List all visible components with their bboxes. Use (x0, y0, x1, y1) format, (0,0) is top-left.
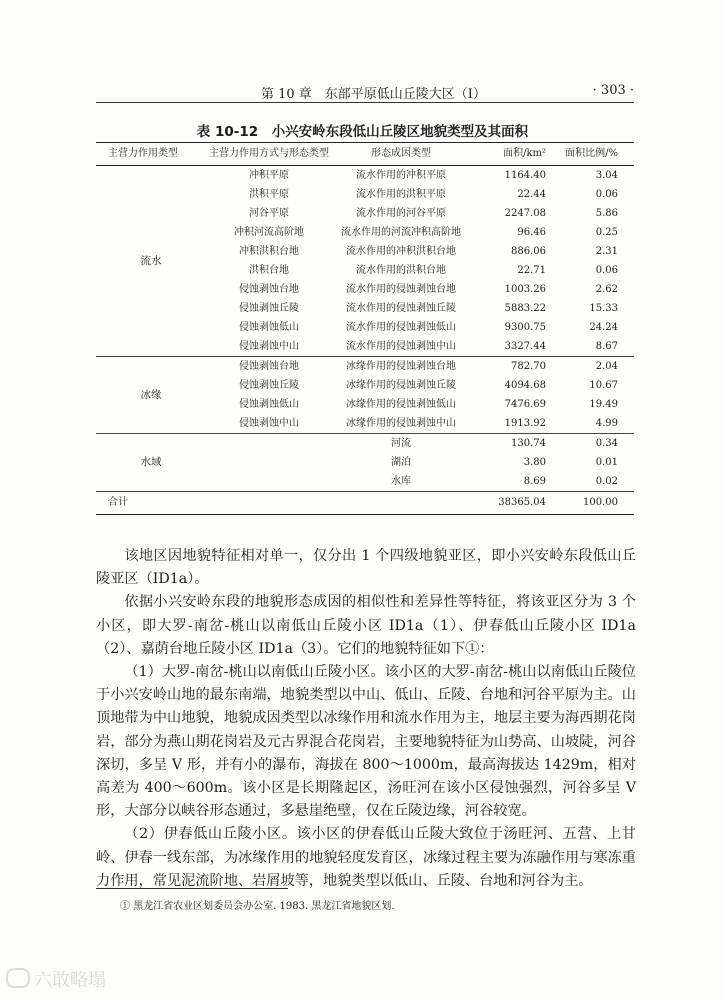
genetic-type: 流水作用的洪积台地 (356, 265, 446, 276)
area-value: 1003.26 (504, 284, 546, 295)
mode-type: 冲积平原 (249, 170, 289, 181)
mode-type: 侵蚀剥蚀中山 (239, 341, 299, 352)
area-value: 8.69 (523, 476, 546, 487)
percent-value: 10.67 (589, 380, 618, 391)
mode-type: 冲积洪积台地 (239, 246, 299, 257)
mode-type (206, 434, 332, 454)
area-value: 1913.92 (504, 418, 546, 429)
running-header (96, 82, 634, 103)
genetic-type: 流水作用的冲积洪积台地 (346, 246, 456, 257)
total-area: 38365.04 (470, 492, 554, 515)
watermark-logo-icon (6, 968, 30, 988)
group-name: 流水 (140, 254, 162, 267)
page-number: · 303 · (592, 83, 634, 98)
area-value: 1164.40 (504, 170, 546, 181)
percent-value: 4.99 (595, 418, 618, 429)
percent-value: 0.06 (595, 265, 618, 276)
chapter-title: 第 10 章 东部平原低山丘陵大区（Ⅰ） (261, 87, 486, 102)
table-total-row (96, 492, 634, 515)
percent-value: 0.02 (595, 476, 618, 487)
mode-type: 洪积平原 (249, 189, 289, 200)
mode-type: 侵蚀剥蚀丘陵 (239, 303, 299, 314)
percent-value: 0.01 (595, 457, 618, 468)
mode-type: 侵蚀剥蚀丘陵 (239, 380, 299, 391)
mode-type (206, 453, 332, 472)
genetic-type: 冰缘作用的侵蚀剥蚀低山 (346, 399, 456, 410)
percent-value: 3.04 (595, 170, 618, 181)
footnote-rule (96, 888, 288, 889)
area-value: 7476.69 (504, 399, 546, 410)
mode-type: 侵蚀剥蚀低山 (239, 322, 299, 333)
genetic-type: 湖泊 (391, 457, 411, 468)
genetic-type: 流水作用的侵蚀剥蚀台地 (346, 284, 456, 295)
percent-value: 0.25 (595, 227, 618, 238)
watermark-text: 六敢略塌 (34, 970, 106, 991)
genetic-type: 冰缘作用的侵蚀剥蚀丘陵 (346, 380, 456, 391)
column-header: 主营力作用方式与形态类型 (206, 143, 332, 166)
group-name: 冰缘 (140, 388, 162, 401)
column-header: 形态成因类型 (332, 143, 470, 166)
area-value: 3327.44 (504, 341, 546, 352)
paragraph: 该地区因地貌特征相对单一，仅分出 1 个四级地貌亚区，即小兴安岭东段低山丘陵亚区（ID1a）。 (96, 548, 636, 588)
percent-value: 0.06 (595, 189, 618, 200)
table-group (96, 166, 634, 357)
area-value: 96.46 (517, 227, 546, 238)
genetic-type: 流水作用的河流冲积高阶地 (341, 227, 461, 238)
area-value: 22.71 (517, 265, 546, 276)
area-value: 22.44 (517, 189, 546, 200)
mode-type: 冲积河流高阶地 (234, 227, 304, 238)
genetic-type: 冰缘作用的侵蚀剥蚀台地 (346, 361, 456, 372)
mode-type: 洪积台地 (249, 265, 289, 276)
total-percent: 100.00 (554, 492, 634, 515)
mode-type: 侵蚀剥蚀低山 (239, 399, 299, 410)
table-row (96, 434, 634, 454)
genetic-type: 冰缘作用的侵蚀剥蚀中山 (346, 418, 456, 429)
genetic-type: 流水作用的侵蚀剥蚀低山 (346, 322, 456, 333)
mode-type: 侵蚀剥蚀台地 (239, 284, 299, 295)
column-header: 面积比例/% (554, 143, 634, 166)
genetic-type: 流水作用的侵蚀剥蚀中山 (346, 341, 456, 352)
table-header-row (96, 143, 634, 166)
genetic-type: 流水作用的冲积平原 (356, 170, 446, 181)
percent-value: 2.62 (595, 284, 618, 295)
area-value: 3.80 (523, 457, 546, 468)
table-row (96, 166, 634, 186)
mode-type: 河谷平原 (249, 208, 289, 219)
group-name: 水域 (140, 456, 162, 468)
mode-type (206, 472, 332, 492)
genetic-type: 流水作用的洪积平原 (356, 189, 446, 200)
area-value: 130.74 (511, 438, 546, 449)
paragraph: （2）伊春低山丘陵小区。该小区的伊春低山丘陵大致位于汤旺河、五营、上甘岭、伊春一线东部，为冰缘作用的地貌轻度发育区，冰缘过程主要为冻融作用与寒冻重力作用，常见泥流阶地、岩屑坡等，地貌类型以低山、丘陵、台地和河谷为主。 (96, 826, 636, 889)
column-header: 面积/km² (470, 143, 554, 166)
footnote: ① 黑龙江省农业区划委员会办公室. 1983. 黑龙江省地貌区划. (120, 901, 395, 912)
area-value: 2247.08 (504, 208, 546, 219)
percent-value: 19.49 (589, 399, 618, 410)
table-group (96, 434, 634, 492)
paragraph: （1）大罗-南岔-桃山以南低山丘陵小区。该小区的大罗-南岔-桃山以南低山丘陵位于小兴安岭山地的最东南端，地貌类型以中山、低山、丘陵、台地和河谷平原为主。山顶地带为中山地貌，地貌成因类型以冰缘作用和流水作用为主，地层主要为海西期花岗岩，部分为燕山期花岗岩及元古界混合花岗岩，主要地貌特征为山势高、山坡陡，河谷深切，多呈 V 形，并有小的瀑布，海拔在 800～1000m，最高海拔达 1429m，相对高差为 400～600m。该小区是长期隆起区，汤旺河在该小区侵蚀强烈，河谷多呈 V 形，大部分以峡谷形态通过，多悬崖绝壁，仅在丘陵边缘，河谷较宽。 (96, 664, 636, 820)
percent-value: 24.24 (589, 322, 618, 333)
genetic-type: 河流 (391, 438, 411, 449)
percent-value: 8.67 (595, 341, 618, 352)
watermark (6, 966, 106, 992)
percent-value: 2.04 (595, 361, 618, 372)
percent-value: 5.86 (595, 208, 618, 219)
table-group (96, 357, 634, 434)
genetic-type: 水库 (391, 476, 411, 487)
genetic-type: 流水作用的河谷平原 (356, 208, 446, 219)
landform-table (96, 142, 634, 515)
area-value: 886.06 (511, 246, 546, 257)
column-header: 主营力作用类型 (96, 143, 206, 166)
area-value: 5883.22 (504, 303, 546, 314)
area-value: 782.70 (511, 361, 546, 372)
percent-value: 0.34 (595, 438, 618, 449)
mode-type: 侵蚀剥蚀中山 (239, 418, 299, 429)
mode-type: 侵蚀剥蚀台地 (239, 361, 299, 372)
total-label: 合计 (96, 492, 206, 515)
percent-value: 15.33 (589, 303, 618, 314)
body-text (96, 545, 636, 893)
area-value: 4094.68 (504, 380, 546, 391)
percent-value: 2.31 (595, 246, 618, 257)
genetic-type: 流水作用的侵蚀剥蚀丘陵 (346, 303, 456, 314)
area-value: 9300.75 (504, 322, 546, 333)
table-caption: 表 10-12 小兴安岭东段低山丘陵区地貌类型及其面积 (196, 124, 529, 140)
table-row (96, 357, 634, 377)
paragraph: 依据小兴安岭东段的地貌形态成因的相似性和差异性等特征，将该亚区分为 3 个小区，即大罗-南岔-桃山以南低山丘陵小区 ID1a（1）、伊春低山丘陵小区 ID1a（2）、嘉荫台地丘陵小区 ID1a（3）。它们的地貌特征如下①： (96, 594, 636, 657)
